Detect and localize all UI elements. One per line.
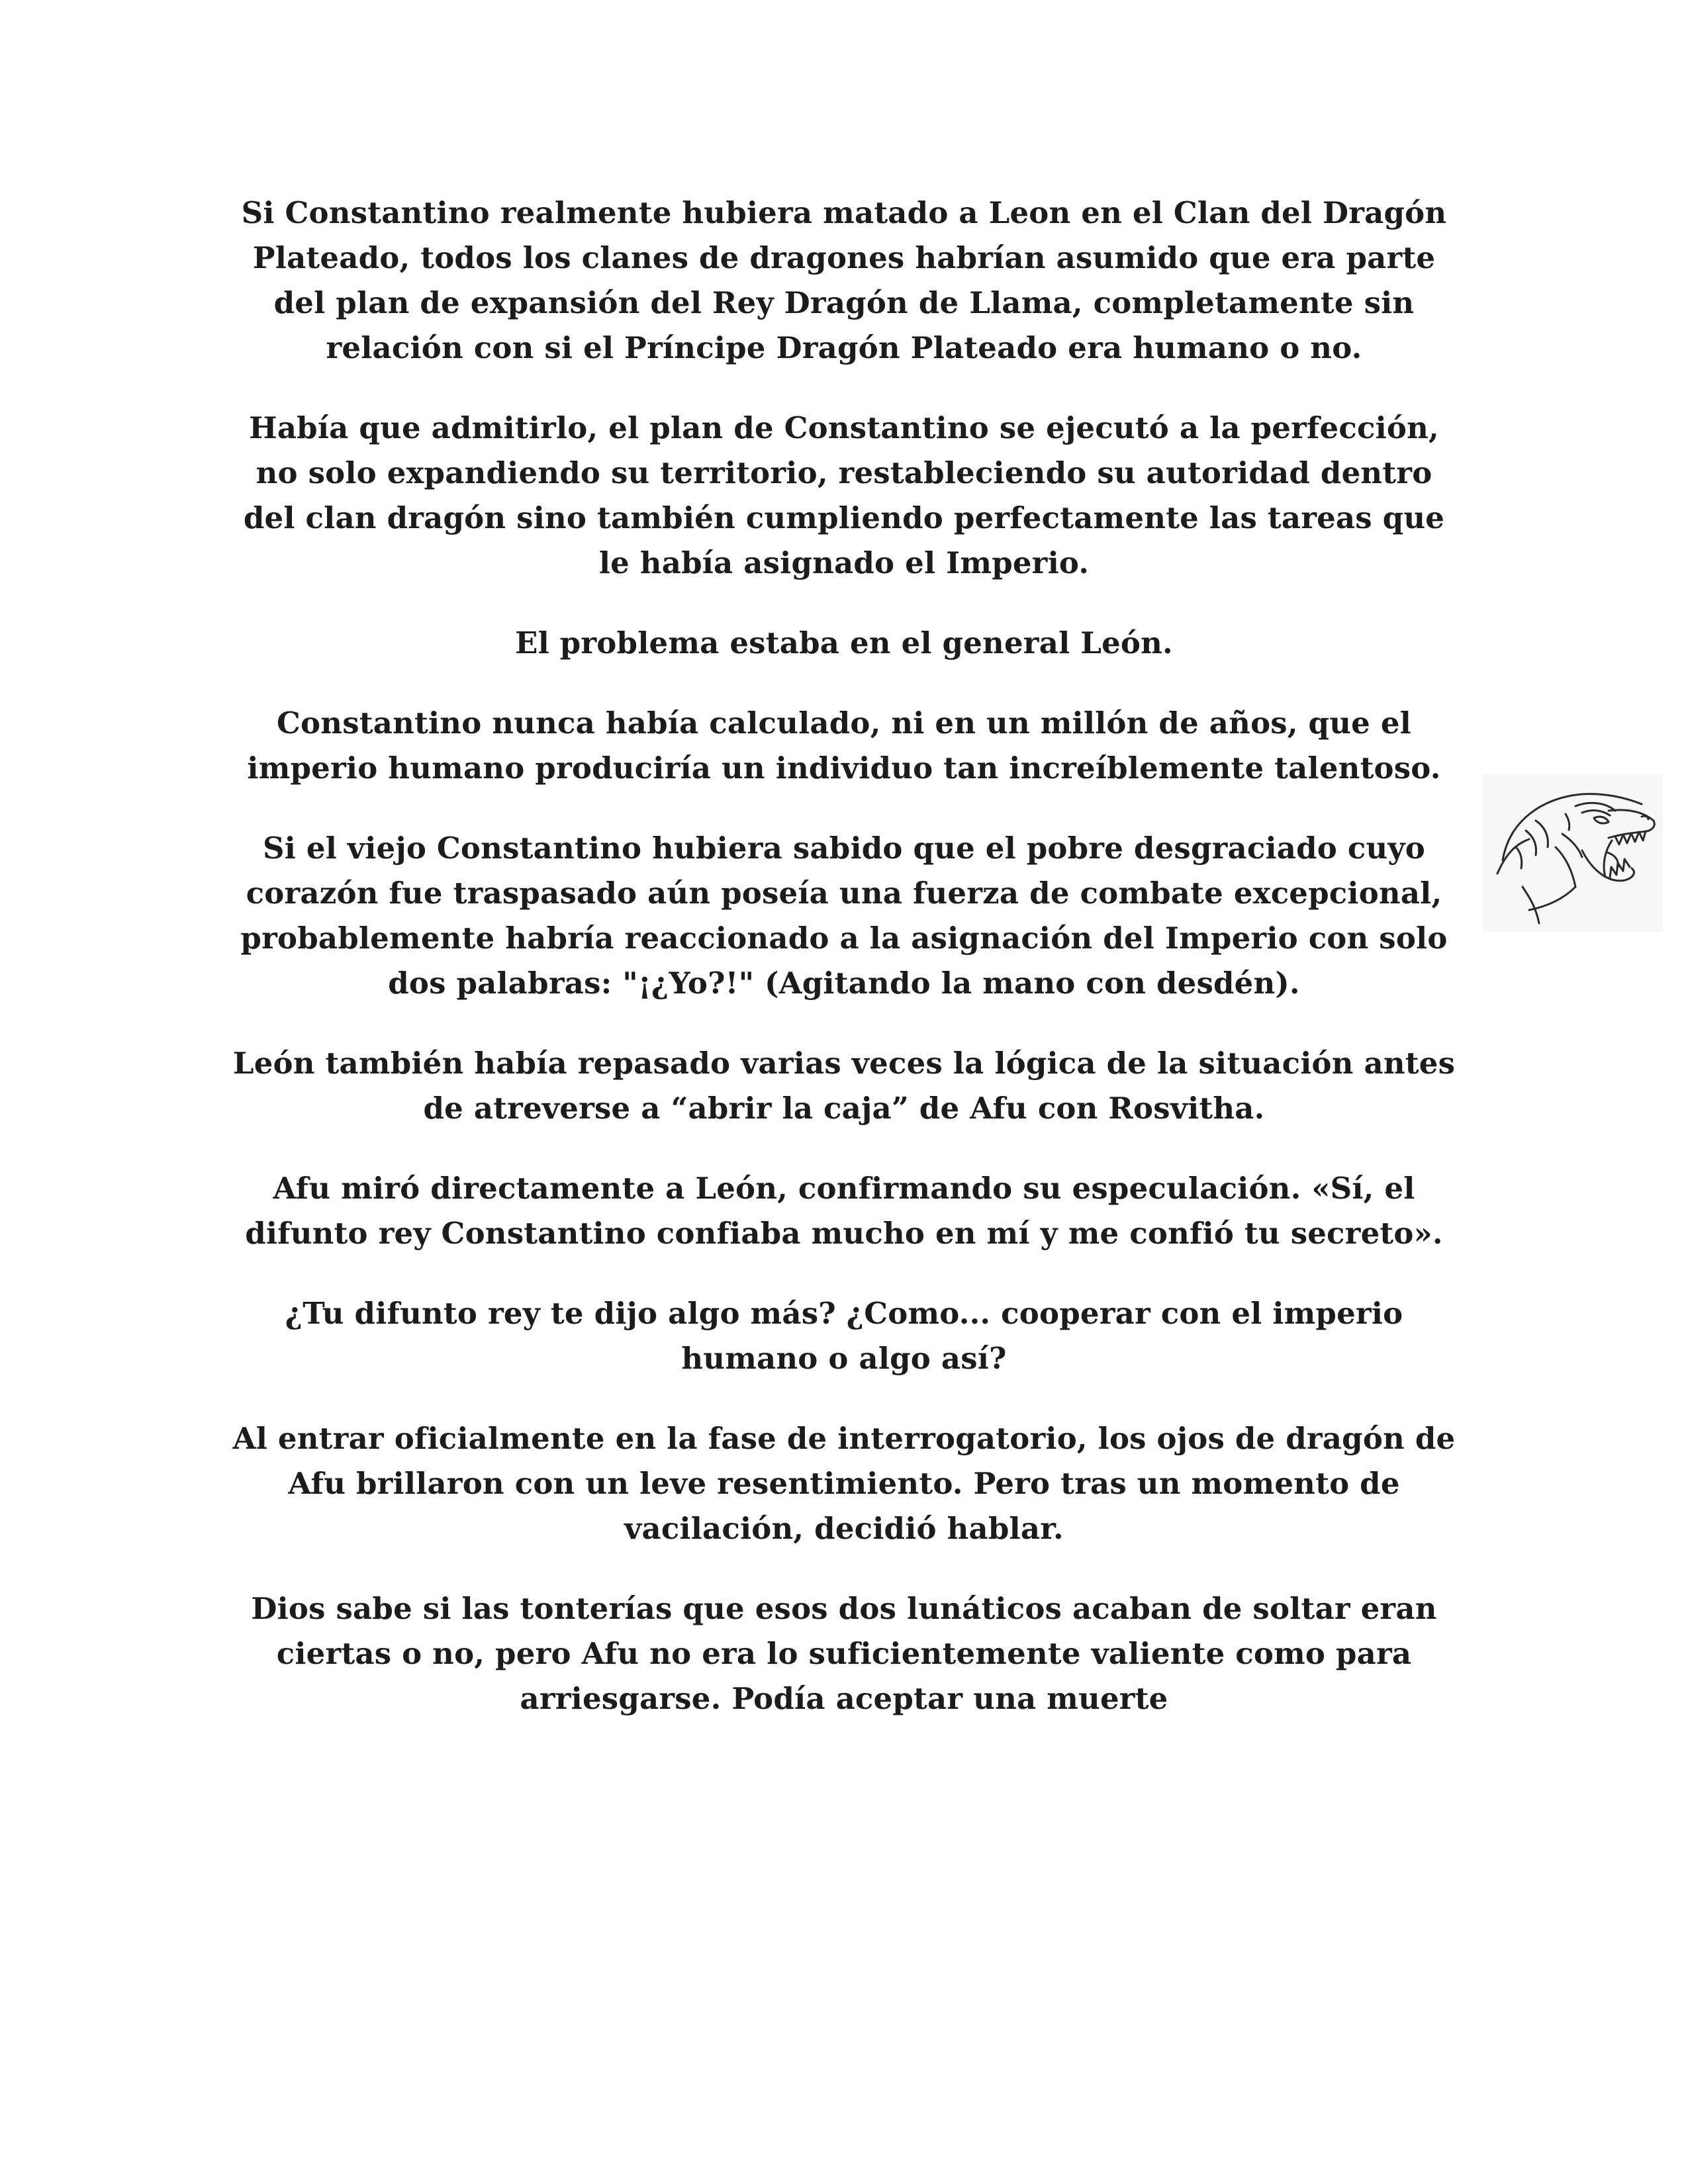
paragraph-2: Había que admitirlo, el plan de Constantino se ejecutó a la perfección, no solo expandiendo su territorio, restableciendo su autoridad dentro del clan dragón sino también cumpliendo perfectamente las tareas que le había asignado el Imperio.	[243, 410, 1445, 580]
dragon-head-sketch-icon	[1483, 774, 1663, 932]
paragraph-7: Afu miró directamente a León, confirmando su especulación. «Sí, el difunto rey Constantino confiaba mucho en mí y me confió tu secreto».	[245, 1171, 1443, 1251]
paragraph-10: Dios sabe si las tonterías que esos dos lunáticos acaban de soltar eran ciertas o no, pero Afu no era lo suficientemente valiente como para arriesgarse. Podía aceptar una muerte	[251, 1591, 1437, 1716]
paragraph-1: Si Constantino realmente hubiera matado a Leon en el Clan del Dragón Plateado, todos los clanes de dragones habrían asumido que era parte del plan de expansión del Rey Dragón de Llama, completamente sin relación con si el Príncipe Dragón Plateado era humano o no.	[241, 195, 1447, 365]
paragraph-5: Si el viejo Constantino hubiera sabido que el pobre desgraciado cuyo corazón fue traspasado aún poseía una fuerza de combate excepcional, probablemente habría reaccionado a la asignación del Imperio con solo dos palabras: "¡¿Yo?!" (Agitando la mano con desdén).	[240, 831, 1448, 1001]
paragraph-8: ¿Tu difunto rey te dijo algo más? ¿Como... cooperar con el imperio humano o algo así?	[285, 1296, 1403, 1376]
text-body	[225, 191, 1463, 1756]
paragraph-3: El problema estaba en el general León.	[515, 625, 1173, 660]
paragraph-6: León también había repasado varias veces la lógica de la situación antes de atreverse a “abrir la caja” de Afu con Rosvitha.	[232, 1046, 1456, 1126]
paragraph-4: Constantino nunca había calculado, ni en un millón de años, que el imperio humano produciría un individuo tan increíblemente talentoso.	[247, 705, 1441, 786]
paragraph-9: Al entrar oficialmente en la fase de interrogatorio, los ojos de dragón de Afu brillaron con un leve resentimiento. Pero tras un momento de vacilación, decidió hablar.	[232, 1421, 1456, 1546]
